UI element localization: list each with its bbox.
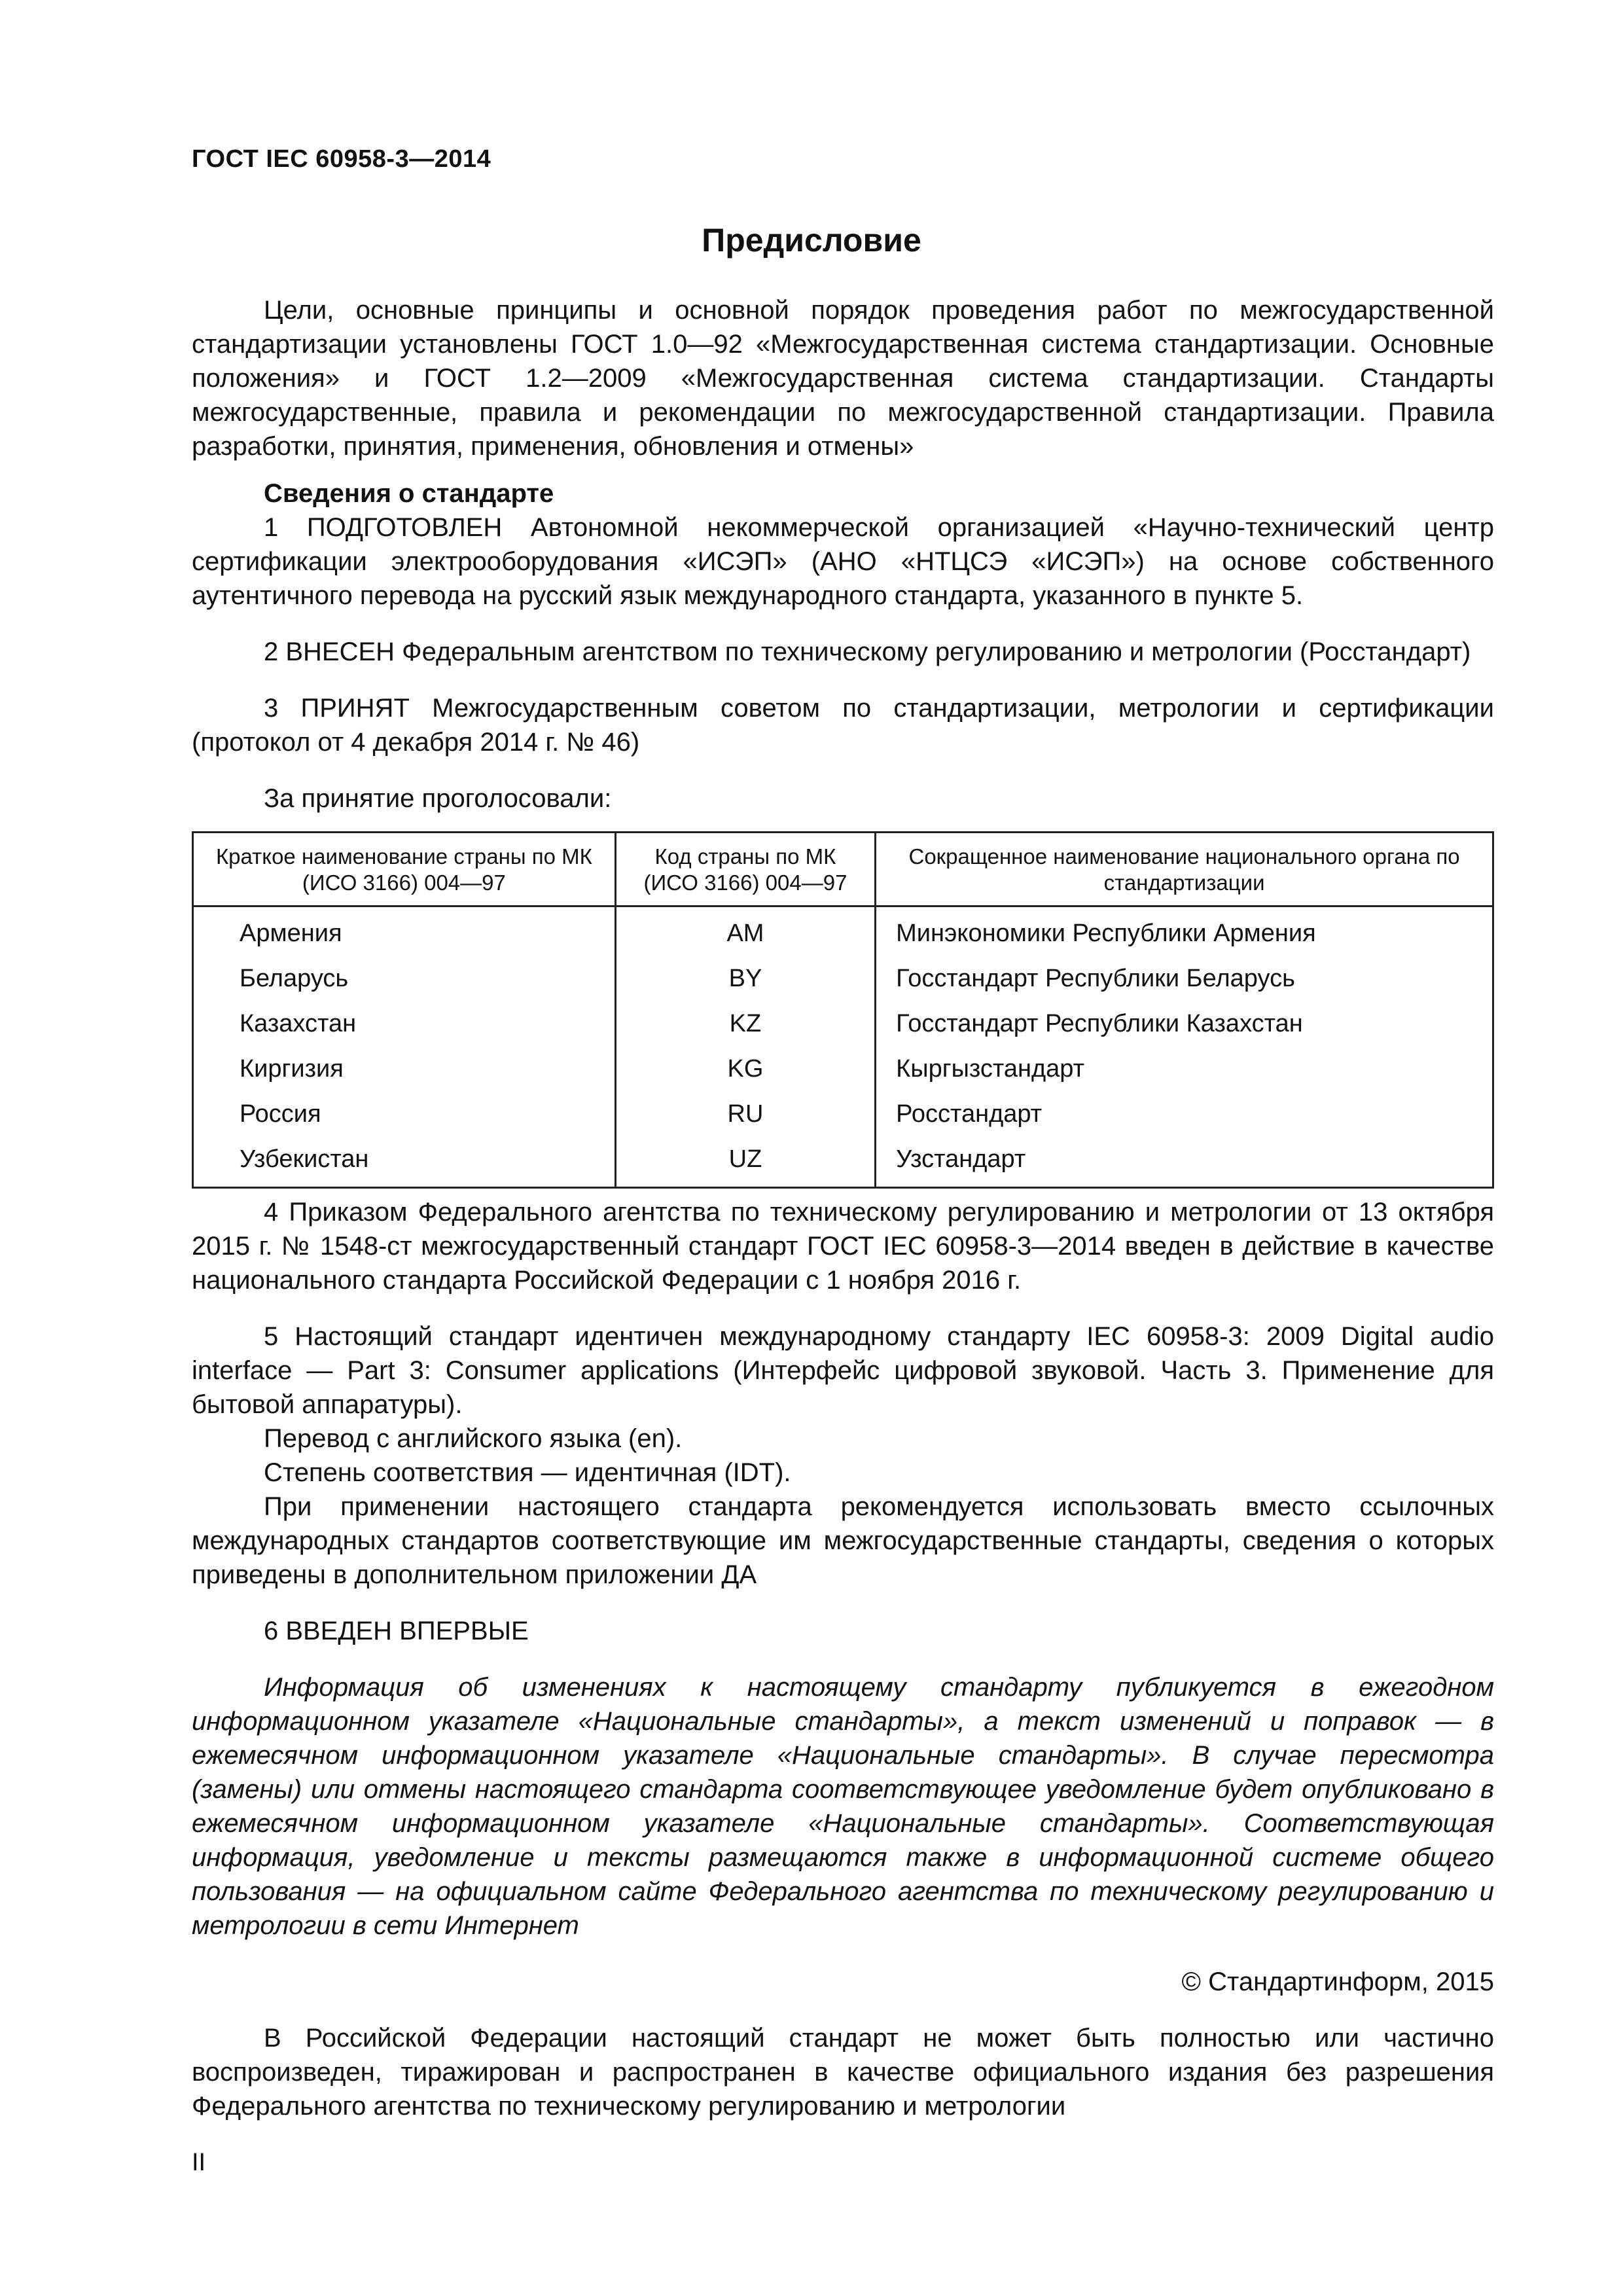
item-4-paragraph: 4 Приказом Федерального агентства по техническому регулированию и метрологии от 13 октября 2015 г. № 1548-ст межгосударственный стандарт ГОСТ IEC 60958-3—2014 введен в действие в качестве национального стандарта Российской Федерации с 1 ноября 2016 г. — [192, 1198, 1494, 1295]
section-heading: Сведения о стандарте — [264, 479, 554, 508]
country-name: Россия — [193, 1092, 616, 1137]
item-6-paragraph: 6 ВВЕДЕН ВПЕРВЫЕ — [264, 1617, 529, 1645]
changes-notice: Информация об изменениях к настоящему стандарту публикуется в ежегодном информационном указателе «Национальные стандарты», а текст изменений и поправок — в ежемесячном информационном указателе «Национальные стандарты». В случае пересмотра (замены) или отмены настоящего стандарта соответствующее уведомление будет опубликовано в ежемесячном информационном указателе «Национальные стандарты». Соответствующая информация, уведомление и тексты размещаются также в информационной системе общего пользования — на официальном сайте Федерального агентства по техническому регулированию и метрологии в сети Интернет — [192, 1673, 1494, 1940]
standards-body: Кыргызстандарт — [876, 1047, 1493, 1092]
table-row — [193, 956, 1493, 1001]
standards-body: Госстандарт Республики Казахстан — [876, 1001, 1493, 1047]
country-code: AM — [615, 906, 875, 957]
translation-note: Перевод с английского языка (en). — [264, 1424, 683, 1453]
item-5-paragraph: 5 Настоящий стандарт идентичен международному стандарту IEC 60958-3: 2009 Digital audio interface — Part 3: Consumer applications (Интерфейс цифровой звуковой. Часть 3. Применение для бытовой аппаратуры). — [192, 1322, 1494, 1419]
table-row — [193, 1092, 1493, 1137]
country-code: BY — [615, 956, 875, 1001]
standards-body: Узстандарт — [876, 1137, 1493, 1188]
degree-note: Степень соответствия — идентичная (IDT). — [264, 1458, 791, 1487]
standards-body: Минэкономики Республики Армения — [876, 906, 1493, 957]
country-name: Узбекистан — [193, 1137, 616, 1188]
table-header-row — [193, 833, 1493, 906]
item-1-paragraph: 1 ПОДГОТОВЛЕН Автономной некоммерческой организацией «Научно-технический центр сертификации электрооборудования «ИСЭП» (АНО «НТЦСЭ «ИСЭП») на основе собственного аутентичного перевода на русский язык международного стандарта, указанного в пункте 5. — [192, 513, 1494, 610]
standards-body: Росстандарт — [876, 1092, 1493, 1137]
table-row — [193, 906, 1493, 957]
standards-body: Госстандарт Республики Беларусь — [876, 956, 1493, 1001]
country-code: KZ — [615, 1001, 875, 1047]
countries-table — [192, 831, 1494, 1189]
country-code: UZ — [615, 1137, 875, 1188]
country-code: RU — [615, 1092, 875, 1137]
table-header-body: Сокращенное наименование национального органа по стандартизации — [876, 833, 1493, 906]
foreword-body — [192, 293, 1494, 2123]
table-row — [193, 1137, 1493, 1188]
item-2-paragraph: 2 ВНЕСЕН Федеральным агентством по техническому регулированию и метрологии (Росстандарт) — [264, 637, 1471, 666]
page-title: Предисловие — [702, 222, 921, 259]
document-code: ГОСТ IEC 60958-3—2014 — [192, 145, 491, 173]
country-name: Киргизия — [193, 1047, 616, 1092]
table-row — [193, 1047, 1493, 1092]
legal-notice: В Российской Федерации настоящий стандарт не может быть полностью или частично воспроизведен, тиражирован и распространен в качестве официального издания без разрешения Федерального агентства по техническому регулированию и метрологии — [192, 2024, 1494, 2121]
item-3-paragraph: 3 ПРИНЯТ Межгосударственным советом по стандартизации, метрологии и сертификации (протокол от 4 декабря 2014 г. № 46) — [192, 694, 1494, 757]
country-code: KG — [615, 1047, 875, 1092]
page-number: II — [192, 2149, 206, 2176]
table-header-code: Код страны по МК (ИСО 3166) 004—97 — [615, 833, 875, 906]
vote-label: За принятие проголосовали: — [264, 784, 612, 813]
country-name: Беларусь — [193, 956, 616, 1001]
copyright-line: © Стандартинформ, 2015 — [1181, 1967, 1494, 1996]
country-name: Казахстан — [193, 1001, 616, 1047]
intro-paragraph: Цели, основные принципы и основной порядок проведения работ по межгосударственной стандартизации установлены ГОСТ 1.0—92 «Межгосударственная система стандартизации. Основные положения» и ГОСТ 1.2—2009 «Межгосударственная система стандартизации. Стандарты межгосударственные, правила и рекомендации по межгосударственной стандартизации. Правила разработки, принятия, применения, обновления и отмены» — [192, 296, 1494, 461]
table-header-country: Краткое наименование страны по МК (ИСО 3166) 004—97 — [193, 833, 616, 906]
country-name: Армения — [193, 906, 616, 957]
references-note: При применении настоящего стандарта рекомендуется использовать вместо ссылочных международных стандартов соответствующие им межгосударственные стандарты, сведения о которых приведены в дополнительном приложении ДА — [192, 1492, 1494, 1589]
table-row — [193, 1001, 1493, 1047]
